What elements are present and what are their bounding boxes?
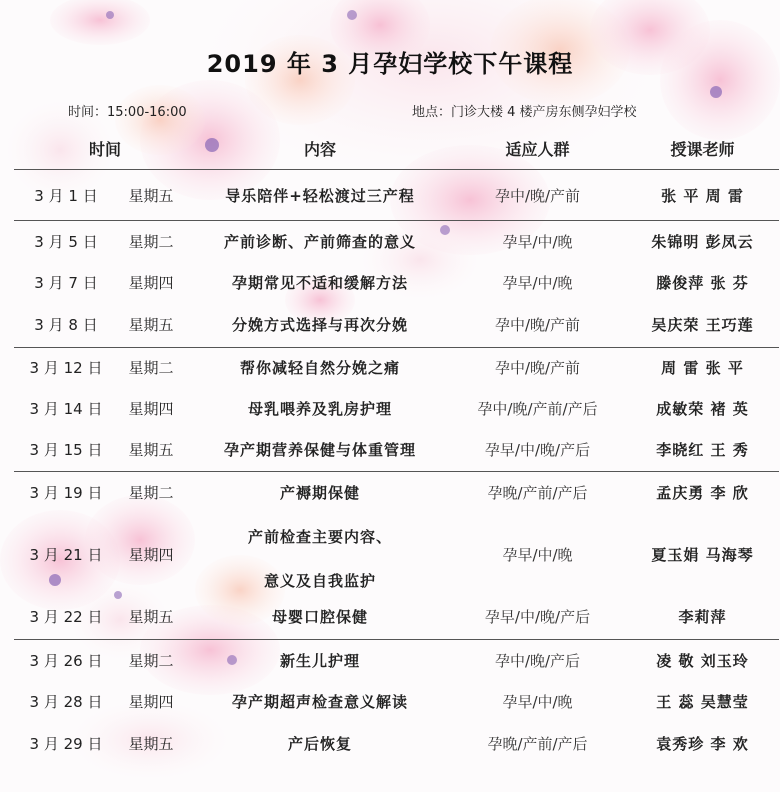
table-row (0, 268, 780, 298)
divider (14, 347, 779, 348)
row-teacher: 张 平 周 雷 (661, 187, 744, 205)
header-teacher: 授课老师 (670, 140, 735, 159)
divider (14, 169, 779, 170)
row-date: 3 月 8 日 (34, 316, 98, 334)
row-date: 3 月 5 日 (34, 233, 98, 251)
header-time: 时间 (88, 140, 121, 159)
row-teacher: 李莉萍 (678, 608, 727, 626)
row-teacher: 周 雷 张 平 (661, 359, 744, 377)
table-row (0, 181, 780, 211)
table-row (0, 516, 780, 594)
row-topic: 孕期常见不适和缓解方法 (231, 274, 408, 292)
row-teacher: 李晓红 王 秀 (656, 441, 749, 459)
row-topic: 产后恢复 (287, 735, 352, 753)
row-date: 3 月 26 日 (29, 652, 103, 670)
page-title: 2019 年 3 月孕妇学校下午课程 (206, 50, 574, 78)
row-weekday: 星期二 (128, 359, 174, 377)
row-audience: 孕中/晚/产前 (494, 316, 581, 334)
row-date: 3 月 29 日 (29, 735, 103, 753)
row-date: 3 月 28 日 (29, 693, 103, 711)
row-teacher: 成敏荣 褚 英 (656, 400, 749, 418)
row-audience: 孕早/中/晚 (502, 693, 573, 711)
row-audience: 孕晚/产前/产后 (487, 484, 588, 502)
row-topic: 导乐陪伴+轻松渡过三产程 (225, 187, 415, 205)
row-weekday: 星期五 (128, 608, 174, 626)
row-date: 3 月 1 日 (34, 187, 98, 205)
table-row (0, 687, 780, 717)
row-audience: 孕中/晚/产后 (494, 652, 581, 670)
class-time: 时间：15:00-16:00 (68, 105, 187, 120)
row-teacher: 袁秀珍 李 欢 (656, 735, 749, 753)
row-topic: 母乳喂养及乳房护理 (247, 400, 392, 418)
table-row (0, 310, 780, 340)
row-weekday: 星期五 (128, 187, 174, 205)
row-date: 3 月 15 日 (29, 441, 103, 459)
table-row (0, 478, 780, 508)
row-teacher: 朱锦明 彭凤云 (651, 233, 754, 251)
row-teacher: 王 蕊 吴慧莹 (656, 693, 749, 711)
row-date: 3 月 12 日 (29, 359, 103, 377)
divider (14, 639, 779, 640)
row-teacher: 孟庆勇 李 欣 (656, 484, 749, 502)
row-teacher: 吴庆荣 王巧莲 (651, 316, 754, 334)
row-weekday: 星期五 (128, 441, 174, 459)
table-row (0, 646, 780, 676)
header-audience: 适应人群 (505, 140, 570, 159)
row-topic: 产前诊断、产前筛查的意义 (223, 233, 416, 251)
row-weekday: 星期四 (128, 400, 174, 418)
row-audience: 孕早/中/晚 (502, 274, 573, 292)
row-audience: 孕中/晚/产前 (494, 187, 581, 205)
table-row (0, 394, 780, 424)
row-teacher: 夏玉娟 马海琴 (651, 546, 754, 564)
row-topic (190, 516, 450, 594)
row-topic: 分娩方式选择与再次分娩 (231, 316, 408, 334)
row-audience: 孕早/中/晚/产后 (484, 441, 591, 459)
row-topic: 帮你减轻自然分娩之痛 (239, 359, 400, 377)
row-audience: 孕早/中/晚/产后 (484, 608, 591, 626)
row-date: 3 月 19 日 (29, 484, 103, 502)
row-topic: 孕产期营养保健与体重管理 (223, 441, 416, 459)
row-topic: 新生儿护理 (279, 652, 360, 670)
row-topic: 母婴口腔保健 (271, 608, 368, 626)
row-audience: 孕晚/产前/产后 (487, 735, 588, 753)
row-date: 3 月 14 日 (29, 400, 103, 418)
row-audience: 孕中/晚/产前 (494, 359, 581, 377)
table-row (0, 729, 780, 759)
row-weekday: 星期四 (128, 546, 174, 564)
table-row (0, 602, 780, 632)
divider (14, 471, 779, 472)
row-date: 3 月 22 日 (29, 608, 103, 626)
row-weekday: 星期四 (128, 274, 174, 292)
row-weekday: 星期二 (128, 652, 174, 670)
header-content: 内容 (303, 140, 336, 159)
row-date: 3 月 21 日 (29, 546, 103, 564)
row-date: 3 月 7 日 (34, 274, 98, 292)
row-topic-line: 意义及自我监护 (263, 572, 376, 590)
row-weekday: 星期五 (128, 316, 174, 334)
divider (14, 220, 779, 221)
row-weekday: 星期四 (128, 693, 174, 711)
table-row (0, 353, 780, 383)
row-audience: 孕中/晚/产前/产后 (477, 400, 598, 418)
row-weekday: 星期二 (128, 233, 174, 251)
row-topic: 孕产期超声检查意义解读 (231, 693, 408, 711)
row-teacher: 滕俊萍 张 芬 (656, 274, 749, 292)
table-row (0, 435, 780, 465)
row-topic: 产褥期保健 (279, 484, 360, 502)
table-row (0, 227, 780, 257)
class-location: 地点：门诊大楼 4 楼产房东侧孕妇学校 (412, 105, 637, 120)
row-weekday: 星期五 (128, 735, 174, 753)
row-teacher: 凌 敬 刘玉玲 (656, 652, 749, 670)
row-audience: 孕早/中/晚 (502, 546, 573, 564)
row-weekday: 星期二 (128, 484, 174, 502)
row-topic-line: 产前检查主要内容、 (247, 528, 392, 546)
row-audience: 孕早/中/晚 (502, 233, 573, 251)
